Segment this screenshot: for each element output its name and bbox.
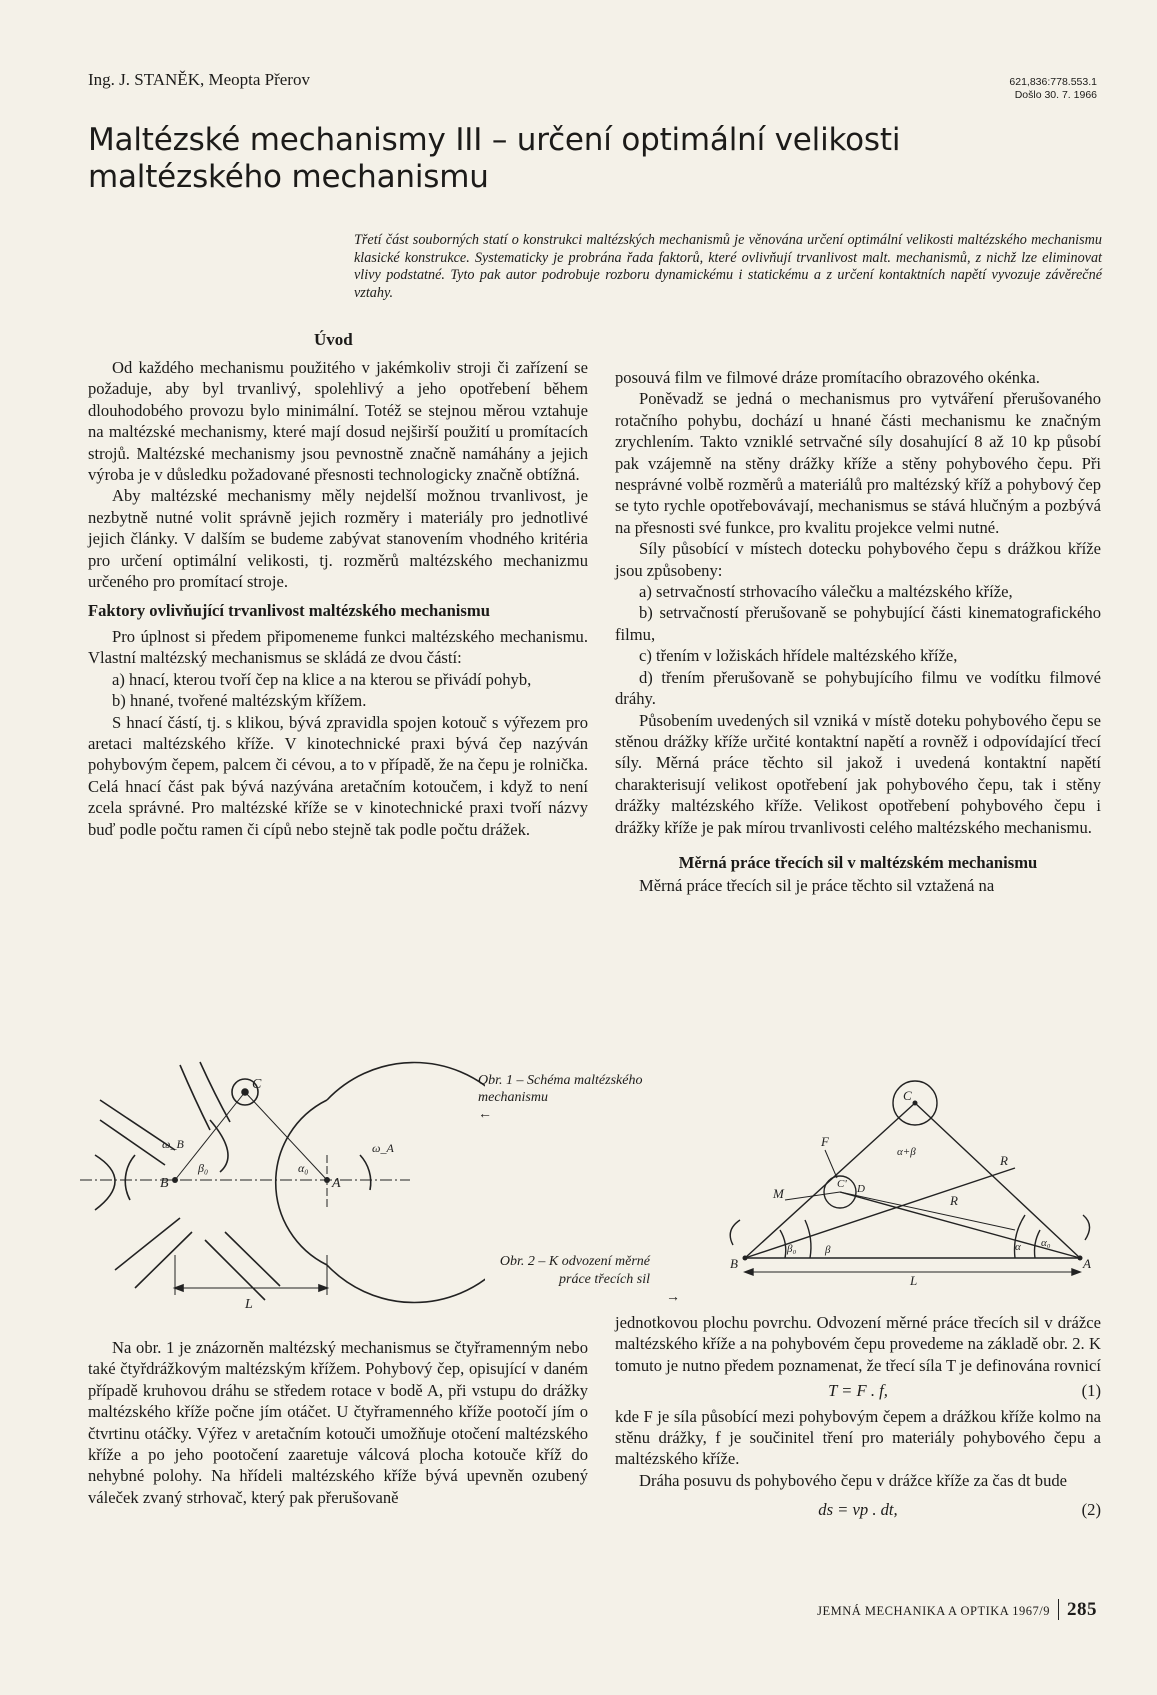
list-item: c) třením v ložiskách hřídele maltézského kříže, bbox=[639, 646, 958, 666]
fig2-label-c: C bbox=[903, 1088, 912, 1103]
list-item: a) hnací, kterou tvoří čep na klice a na kterou se přivádí pohyb, bbox=[112, 669, 532, 689]
paragraph: Měrná práce třecích sil je práce těchto sil vztažená na bbox=[639, 876, 995, 896]
fig2-label-alpha: α bbox=[1015, 1241, 1021, 1253]
equation-number: (2) bbox=[1081, 1500, 1101, 1520]
list-item: d) třením přerušovaně se pohybujícího filmu ve vodítku filmové dráhy. bbox=[615, 667, 1101, 709]
paragraph: Poněvadž se jedná o mechanismus pro vytváření přerušovaného rotačního pohybu, dochází u hnané části mechanismu ke značným zrychlením. Takto vzniklé setrvačné síly dosahující 8 až 10 kp působí pak vzájemně na stěny drážky kříže a stěny pohybového čepu. Při nesprávné volbě rozměrů a materiálů pro maltézský kříž a pohybový čep se tyto rychle opotřebovávají, mechanismus se stává hlučným a pozbývá na přesnosti své funkce, pro kvalitu projekce velmi nutné. bbox=[615, 389, 1101, 537]
fig1-label-l: L bbox=[245, 1297, 253, 1312]
paragraph: Působením uvedených sil vzniká v místě doteku pohybového čepu se stěnou drážky kříže určité kontaktní napětí a rovněž i odpovídající třecí síly. Měrná práce těchto sil jakož i uvedená kontaktní napětí charakterisují velikost opotřebení jak pohybového čepu, tak i stěny drážky maltézského kříže. Velikost opotřebení pohybového čepu i drážky kříže je pak mírou trvanlivosti celého maltézského mechanismu. bbox=[615, 710, 1101, 837]
caption-text: Obr. 1 – Schéma maltézského mechanismu bbox=[478, 1073, 643, 1105]
equation-text: ds = vp . dt, bbox=[818, 1500, 898, 1520]
article-title: Maltézské mechanismy III – určení optimální velikosti maltézského mechanismu bbox=[88, 122, 901, 195]
fig2-label-r: R bbox=[1000, 1153, 1008, 1168]
paragraph: Síly působící v místech dotecku pohybového čepu s drážkou kříže jsou způsobeny: bbox=[615, 539, 1101, 580]
equation-2 bbox=[615, 1499, 1101, 1520]
figure-2-caption bbox=[480, 1253, 680, 1307]
section-heading-factors: Faktory ovlivňující trvanlivost maltézského mechanismu bbox=[88, 601, 490, 621]
paragraph: Dráha posuvu ds pohybového čepu v drážce kříže za čas dt bude bbox=[639, 1470, 1068, 1490]
fig2-label-m: M bbox=[773, 1186, 784, 1201]
fig1-label-alpha0: α₀ bbox=[298, 1161, 309, 1175]
received-date: Došlo 30. 7. 1966 bbox=[1014, 89, 1097, 101]
caption-text: Obr. 2 – K odvození měrné práce třecích sil bbox=[499, 1254, 650, 1287]
fig2-label-alpha-beta: α+β bbox=[897, 1146, 916, 1158]
list-item: b) hnané, tvořené maltézským křížem. bbox=[112, 691, 367, 711]
header-meta bbox=[1009, 76, 1097, 102]
fig1-label-a: A bbox=[332, 1176, 341, 1191]
list-item: b) setrvačností přerušovaně se pohybující části kinematografického filmu, bbox=[615, 603, 1101, 644]
fig2-label-alpha0: α₀ bbox=[1041, 1237, 1051, 1249]
fig2-label-beta: β bbox=[825, 1244, 831, 1256]
page-footer bbox=[817, 1599, 1097, 1621]
fig1-label-beta0: β₀ bbox=[198, 1161, 209, 1175]
fig2-label-beta0: β₀ bbox=[787, 1243, 797, 1255]
udc-code: 621,836:778.553.1 bbox=[1009, 76, 1097, 88]
equation-number: (1) bbox=[1081, 1381, 1101, 1401]
fig1-label-omega-b: ω_B bbox=[162, 1137, 184, 1151]
author-line: Ing. J. STANĚK, Meopta Přerov bbox=[88, 70, 310, 89]
paragraph: jednotkovou plochu povrchu. Odvození měrné práce třecích sil v drážce maltézského kříže a na pohybovém čepu provedeme na základě obr. 2. K tomuto je nutno předem poznamenat, že třecí síla T je definována rovnicí bbox=[615, 1313, 1101, 1375]
fig1-label-c: C bbox=[252, 1077, 262, 1092]
list-item: a) setrvačností strhovacího válečku a maltézského kříže, bbox=[639, 582, 1013, 602]
fig2-label-l: L bbox=[910, 1273, 918, 1288]
paragraph: S hnací částí, tj. s klikou, bývá zpravidla spojen kotouč s výřezem pro aretaci maltézského kříže. V kinotechnické praxi bývá čep nazýván pohybovým čepem, palcem či cévou, a to v případě, že na čepu je rolnička. Celá hnací část pak bývá nazývána aretačním kotoučem, i když to není zcela správné. Pro maltézské kříže se v kinotechnické praxi tvoří názvy buď podle počtu ramen či cípů nebo stejně tak podle počtu drážek. bbox=[88, 712, 588, 839]
equation-1 bbox=[615, 1380, 1101, 1401]
column-left-bottom bbox=[88, 1337, 588, 1508]
fig2-label-d: D bbox=[857, 1183, 865, 1195]
fig1-label-b: B bbox=[160, 1176, 169, 1191]
figure-1-caption bbox=[478, 1072, 668, 1123]
equation-text: T = F . f, bbox=[828, 1381, 888, 1401]
abstract: Třetí část souborných statí o konstrukci maltézských mechanismů je věnována určení optimální velikosti maltézského mechanismu klasické konstrukce. Systematicky je probrána řada faktorů, které ovlivňují trvanlivost malt. mechanismů, z nichž lze eliminovat vlivy podstatné. Tyto pak autor podrobuje rozboru dynamickému i statickému a z určení kontaktních napětí vyvozuje závěrečné vztahy. bbox=[354, 232, 1102, 301]
column-left-top bbox=[88, 357, 588, 840]
caption-arrow: → bbox=[666, 1290, 680, 1305]
fig1-label-omega-a: ω_A bbox=[372, 1141, 394, 1155]
page-number: 285 bbox=[1058, 1599, 1097, 1620]
fig2-label-b: B bbox=[730, 1256, 738, 1271]
paragraph: posouvá film ve filmové dráze promítacího obrazového okénka. bbox=[615, 368, 1040, 387]
column-right-top bbox=[615, 367, 1101, 897]
fig2-label-f: F bbox=[821, 1134, 829, 1149]
paragraph: Od každého mechanismu použitého v jakémkoliv stroji či zařízení se požaduje, aby byl trvanlivý, spolehlivý a jeho opotřebení během dlouhodobého provozu bylo minimální. Totéž se stejnou měrou vztahuje na maltézské mechanismy, které mají dosud nejširší použití u promítacích strojů. Maltézské mechanismy jsou pevnostně značně namáhány a jejich výroba je v důsledku požadované přesnosti technologicky značně obtížná. bbox=[88, 358, 588, 485]
figure-1-geneva-schematic bbox=[80, 1060, 485, 1315]
paragraph: Pro úplnost si předem připomeneme funkci maltézského mechanismu. Vlastní maltézský mechanismus se skládá ze dvou částí: bbox=[88, 626, 588, 668]
column-right-bottom bbox=[615, 1312, 1101, 1529]
section-heading-work: Měrná práce třecích sil v maltézském mechanismu bbox=[678, 852, 1038, 872]
figure-2-friction-diagram bbox=[725, 1080, 1095, 1295]
fig2-label-cprime: C' bbox=[837, 1178, 847, 1190]
journal-name: JEMNÁ MECHANIKA A OPTIKA 1967/9 bbox=[817, 1604, 1050, 1618]
paragraph: kde F je síla působící mezi pohybovým čepem a drážkou kříže kolmo na stěnu drážky, f je součinitel tření pro materiály pohybového čepu a maltézského kříže. bbox=[615, 1406, 1101, 1469]
fig2-label-a: A bbox=[1083, 1256, 1091, 1271]
caption-arrow: ← bbox=[478, 1107, 492, 1122]
section-heading-intro: Úvod bbox=[314, 330, 353, 349]
paragraph: Aby maltézské mechanismy měly nejdelší možnou trvanlivost, je nezbytně nutné volit správně jejich rozměry i materiály pro jednotlivé jejich články. V dalším se budeme zabývat stanovením vhodného kritéria pro určení optimální velikosti, tj. rozměrů maltézského mechanizmu určeného pro promítací stroje. bbox=[88, 486, 588, 592]
paragraph: Na obr. 1 je znázorněn maltézský mechanismus se čtyřramenným nebo také čtyřdrážkovým maltézským křížem. Pohybový čep, opisující v daném případě kruhovou dráhu se středem rotace v bodě A, při vstupu do drážky maltézského kříže počne jím otáčet. U čtyřramenného kříže pootočí jím o čtvrtinu otáčky. Výřez v aretačním kotouči umožňuje otočení maltézského kříže a po jeho pootočení zaaretuje válcová plocha kotouče kříž do nehybné polohy. Na hřídeli maltézského kříže bývá upevněn ozubený váleček zvaný strhovač, který pak přerušovaně bbox=[88, 1338, 588, 1507]
fig2-label-r2: R bbox=[950, 1193, 958, 1208]
